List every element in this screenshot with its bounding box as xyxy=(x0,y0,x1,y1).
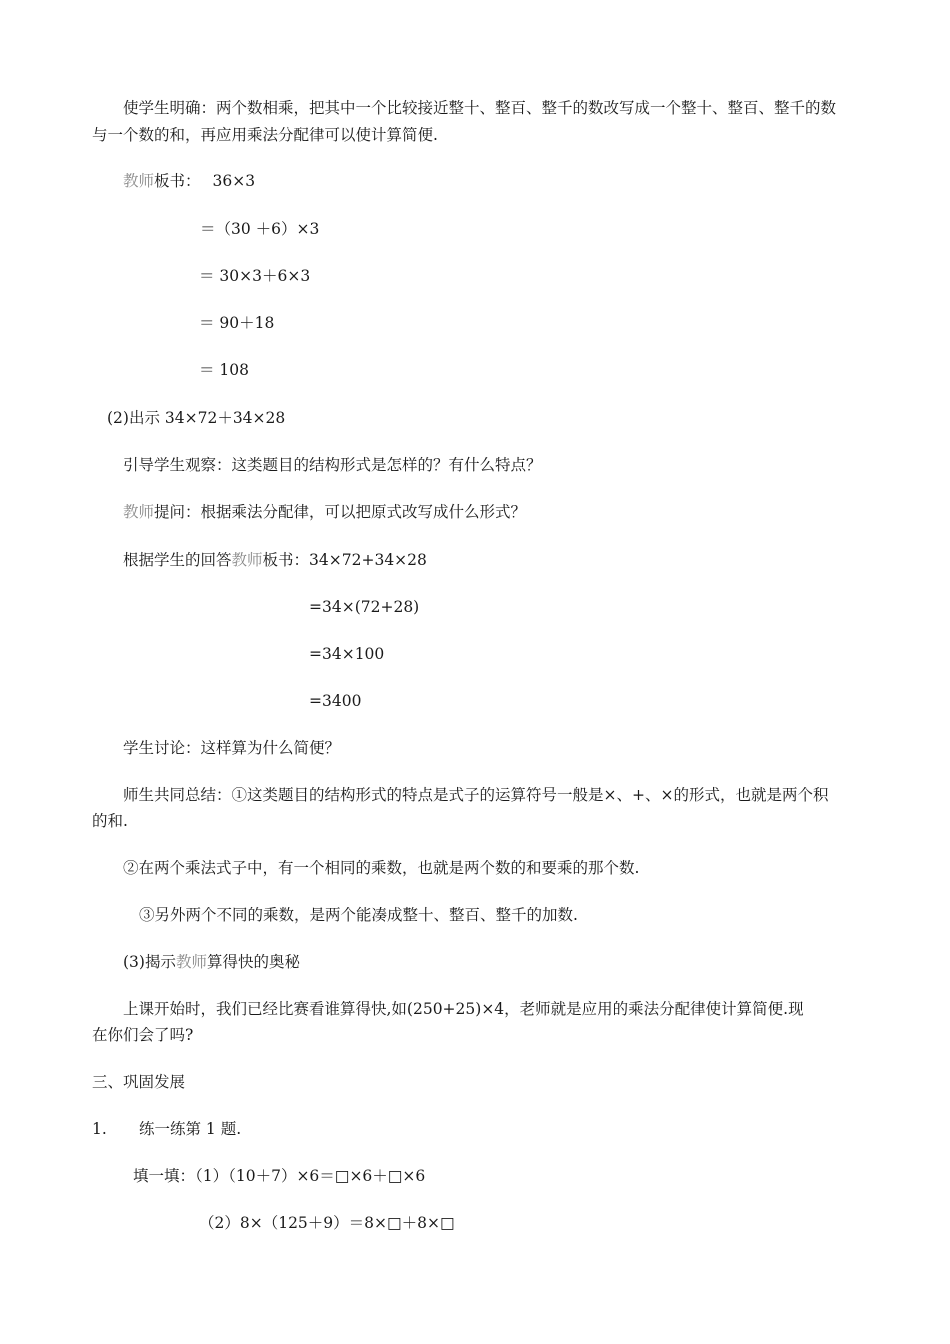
board-expression: 36×3 xyxy=(212,172,256,190)
paragraph-line: 上课开始时，我们已经比赛看谁算得快,如(250+25)×4，老师就是应用的乘法分配律使计算简便.现 xyxy=(123,1000,804,1018)
paragraph-line: 学生讨论：这样算为什么简便？ xyxy=(123,739,341,757)
board-prefix: 根据学生的回答 xyxy=(123,551,232,569)
calc-step: ＝ 30×3＋6×3 xyxy=(199,267,311,285)
teacher-word: 教师 xyxy=(123,172,155,190)
item-suffix: 算得快的奥秘 xyxy=(206,953,300,971)
item-prefix: (3)揭示 xyxy=(123,953,176,971)
teacher-word: 教师 xyxy=(175,953,207,971)
paragraph-line: ②在两个乘法式子中，有一个相同的乘数，也就是两个数的和要乘的那个数. xyxy=(123,859,640,877)
calc-step: =34×(72+28) xyxy=(309,598,420,616)
exercise-text: 练一练第 1 题. xyxy=(139,1120,242,1138)
paragraph-line: 引导学生观察：这类题目的结构形式是怎样的？有什么特点？ xyxy=(123,456,542,474)
teacher-question xyxy=(123,501,526,523)
paragraph-line: 的和. xyxy=(92,812,128,830)
board-label-text: 板书： xyxy=(154,172,201,190)
board-suffix: 板书：34×72+34×28 xyxy=(262,551,427,569)
calc-step: ＝（30 ＋6）×3 xyxy=(200,220,320,238)
calc-step: =3400 xyxy=(309,692,362,710)
paragraph-line: 使学生明确：两个数相乘，把其中一个比较接近整十、整百、整千的数改写成一个整十、整百、整千的数 xyxy=(123,99,837,117)
paragraph-line: ③另外两个不同的乘数，是两个能凑成整十、整百、整千的加数. xyxy=(139,906,578,924)
item-title xyxy=(123,951,300,973)
board-label xyxy=(123,549,427,571)
paragraph-line: 在你们会了吗? xyxy=(92,1026,194,1044)
teacher-word: 教师 xyxy=(123,503,155,521)
calc-step: ＝ 90＋18 xyxy=(199,314,275,332)
fill-in-question: （2）8×（125＋9）＝8×□＋8×□ xyxy=(199,1214,455,1232)
paragraph-line: 师生共同总结：①这类题目的结构形式的特点是式子的运算符号一般是×、+、×的形式，也就是两个积 xyxy=(123,786,829,804)
paragraph-line: 与一个数的和，再应用乘法分配律可以使计算简便. xyxy=(92,126,438,144)
exercise-number: 1. xyxy=(92,1120,107,1138)
calc-step: ＝ 108 xyxy=(199,361,250,379)
calc-step: =34×100 xyxy=(309,645,385,663)
question-text: 提问：根据乘法分配律，可以把原式改写成什么形式？ xyxy=(154,503,527,521)
fill-in-question: 填一填：（1）（10＋7）×6＝□×6＋□×6 xyxy=(133,1167,426,1185)
section-heading: 三、巩固发展 xyxy=(92,1073,186,1091)
teacher-word: 教师 xyxy=(231,551,263,569)
item-title: (2)出示 34×72＋34×28 xyxy=(107,409,286,427)
board-label xyxy=(123,170,255,192)
